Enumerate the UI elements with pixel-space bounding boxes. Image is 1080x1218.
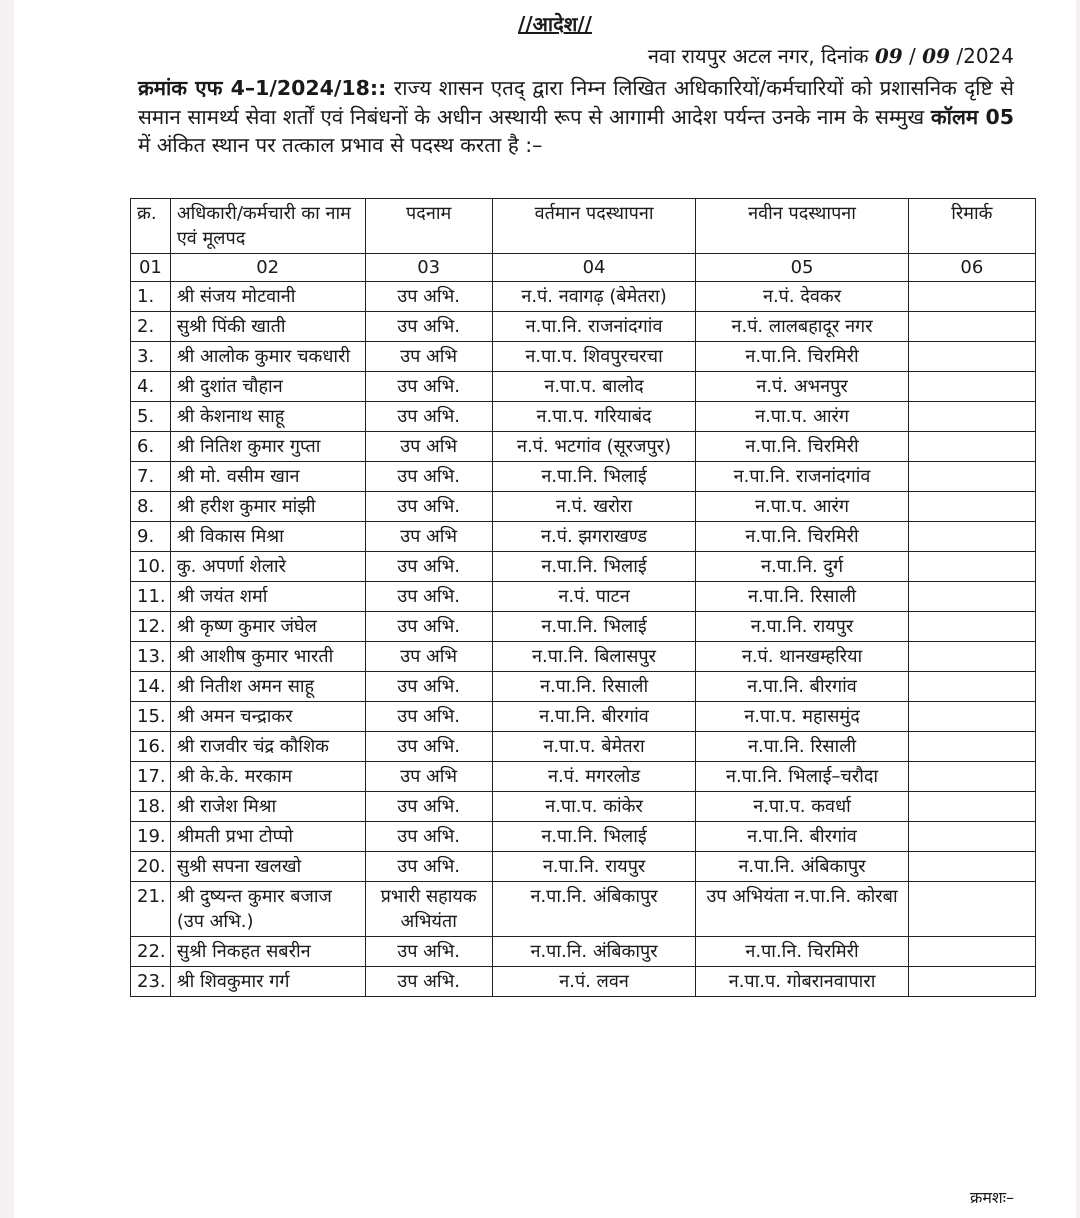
row-new-posting: न.पा.प. आरंग	[696, 402, 908, 432]
column-reference: कॉलम 05	[930, 104, 1014, 129]
row-new-posting: न.पा.प. गोबरानवापारा	[696, 967, 908, 997]
header-new-posting: नवीन पदस्थापना	[696, 199, 908, 254]
row-name: श्री नितिश कुमार गुप्ता	[170, 432, 365, 462]
row-new-posting: न.पा.नि. रायपुर	[696, 612, 908, 642]
row-new-posting: न.पा.नि. चिरमिरी	[696, 937, 908, 967]
row-name: श्री मो. वसीम खान	[170, 462, 365, 492]
row-name: श्री शिवकुमार गर्ग	[170, 967, 365, 997]
row-current-posting: न.पा.नि. भिलाई	[492, 552, 696, 582]
row-new-posting: न.पं. देवकर	[696, 282, 908, 312]
row-remark	[908, 552, 1035, 582]
table-row	[131, 762, 1036, 792]
row-remark	[908, 882, 1035, 937]
order-body-1: राज्य शासन एतद् द्वारा निम्न लिखित अधिकारियों/कर्मचारियों को प्रशासनिक दृष्टि से समान सामर्थ्य सेवा शर्तों एवं निबंधनों के अधीन अस्थायी रूप से आगामी आदेश पर्यन्त उनके नाम के सम्मुख	[138, 76, 1014, 129]
table-row	[131, 822, 1036, 852]
table-row	[131, 792, 1036, 822]
row-name: श्री नितीश अमन साहू	[170, 672, 365, 702]
row-remark	[908, 582, 1035, 612]
row-name: श्री जयंत शर्मा	[170, 582, 365, 612]
row-remark	[908, 312, 1035, 342]
row-new-posting: न.पा.प. कवर्धा	[696, 792, 908, 822]
posting-table	[130, 198, 1036, 997]
row-remark	[908, 967, 1035, 997]
row-current-posting: न.पं. लवन	[492, 967, 696, 997]
row-designation: उप अभि.	[365, 937, 492, 967]
row-designation: उप अभि.	[365, 792, 492, 822]
row-designation: उप अभि.	[365, 702, 492, 732]
row-current-posting: न.पा.प. शिवपुरचरचा	[492, 342, 696, 372]
row-current-posting: न.पा.नि. राजनांदगांव	[492, 312, 696, 342]
row-new-posting: न.पा.नि. चिरमिरी	[696, 522, 908, 552]
table-row	[131, 967, 1036, 997]
row-current-posting: न.पं. भटगांव (सूरजपुर)	[492, 432, 696, 462]
row-serial: 21.	[131, 882, 171, 937]
row-new-posting: न.पा.नि. भिलाई–चरौदा	[696, 762, 908, 792]
row-designation: उप अभि.	[365, 732, 492, 762]
row-name: श्री आलोक कुमार चकधारी	[170, 342, 365, 372]
table-row	[131, 492, 1036, 522]
row-serial: 8.	[131, 492, 171, 522]
row-remark	[908, 612, 1035, 642]
row-name: सुश्री निकहत सबरीन	[170, 937, 365, 967]
row-remark	[908, 492, 1035, 522]
row-new-posting: न.पा.नि. रिसाली	[696, 732, 908, 762]
table-body	[131, 282, 1036, 997]
row-name: श्री दुष्यन्त कुमार बजाज (उप अभि.)	[170, 882, 365, 937]
row-serial: 1.	[131, 282, 171, 312]
row-current-posting: न.पा.नि. भिलाई	[492, 462, 696, 492]
row-designation: उप अभि.	[365, 462, 492, 492]
row-remark	[908, 402, 1035, 432]
table-row	[131, 642, 1036, 672]
table-row	[131, 522, 1036, 552]
row-serial: 12.	[131, 612, 171, 642]
row-current-posting: न.पा.नि. रायपुर	[492, 852, 696, 882]
row-name: कु. अपर्णा शेलारे	[170, 552, 365, 582]
row-name: श्री कृष्ण कुमार जंघेल	[170, 612, 365, 642]
row-remark	[908, 732, 1035, 762]
row-name: श्री राजेश मिश्रा	[170, 792, 365, 822]
row-remark	[908, 372, 1035, 402]
row-current-posting: न.पा.नि. अंबिकापुर	[492, 882, 696, 937]
row-new-posting: न.पा.नि. रिसाली	[696, 582, 908, 612]
row-current-posting: न.पं. नवागढ़ (बेमेतरा)	[492, 282, 696, 312]
column-number: 05	[696, 254, 908, 282]
row-designation: उप अभि.	[365, 402, 492, 432]
row-name: श्री राजवीर चंद्र कौशिक	[170, 732, 365, 762]
row-new-posting: न.पा.नि. चिरमिरी	[696, 342, 908, 372]
row-new-posting: न.पं. अभनपुर	[696, 372, 908, 402]
row-current-posting: न.पं. खरोरा	[492, 492, 696, 522]
header-remark: रिमार्क	[908, 199, 1035, 254]
row-current-posting: न.पा.नि. बिलासपुर	[492, 642, 696, 672]
row-name: सुश्री पिंकी खाती	[170, 312, 365, 342]
row-designation: उप अभि.	[365, 852, 492, 882]
date-year: 2024	[963, 44, 1014, 68]
row-serial: 14.	[131, 672, 171, 702]
column-number: 03	[365, 254, 492, 282]
row-name: श्री दुशांत चौहान	[170, 372, 365, 402]
table-row	[131, 342, 1036, 372]
row-serial: 19.	[131, 822, 171, 852]
table-header-row	[131, 199, 1036, 254]
row-current-posting: न.पा.नि. भिलाई	[492, 822, 696, 852]
row-remark	[908, 282, 1035, 312]
row-designation: उप अभि.	[365, 582, 492, 612]
row-remark	[908, 937, 1035, 967]
column-number: 02	[170, 254, 365, 282]
row-current-posting: न.पा.नि. भिलाई	[492, 612, 696, 642]
row-remark	[908, 432, 1035, 462]
row-serial: 5.	[131, 402, 171, 432]
row-designation: उप अभि	[365, 762, 492, 792]
row-designation: उप अभि	[365, 642, 492, 672]
row-new-posting: न.पं. थानखम्हरिया	[696, 642, 908, 672]
row-designation: उप अभि.	[365, 612, 492, 642]
row-current-posting: न.पा.नि. बीरगांव	[492, 702, 696, 732]
row-name: श्री अमन चन्द्राकर	[170, 702, 365, 732]
table-row	[131, 432, 1036, 462]
row-designation: उप अभि.	[365, 822, 492, 852]
row-new-posting: न.पा.नि. राजनांदगांव	[696, 462, 908, 492]
table-row	[131, 282, 1036, 312]
row-serial: 17.	[131, 762, 171, 792]
table-row	[131, 732, 1036, 762]
order-paragraph	[138, 74, 1014, 160]
row-designation: उप अभि.	[365, 552, 492, 582]
row-name: श्री केशनाथ साहू	[170, 402, 365, 432]
row-new-posting: न.पा.नि. बीरगांव	[696, 822, 908, 852]
row-serial: 9.	[131, 522, 171, 552]
table-row	[131, 462, 1036, 492]
row-serial: 13.	[131, 642, 171, 672]
row-serial: 15.	[131, 702, 171, 732]
table-row	[131, 852, 1036, 882]
row-serial: 20.	[131, 852, 171, 882]
row-remark	[908, 852, 1035, 882]
row-new-posting: न.पा.नि. चिरमिरी	[696, 432, 908, 462]
row-designation: उप अभि.	[365, 672, 492, 702]
row-designation: उप अभि.	[365, 282, 492, 312]
table-row	[131, 702, 1036, 732]
row-serial: 7.	[131, 462, 171, 492]
row-name: श्री के.के. मरकाम	[170, 762, 365, 792]
row-designation: उप अभि	[365, 522, 492, 552]
table-row	[131, 372, 1036, 402]
dateline-place: नवा रायपुर अटल नगर, दिनांक	[647, 44, 869, 68]
row-remark	[908, 762, 1035, 792]
row-remark	[908, 642, 1035, 672]
row-current-posting: न.पा.नि. रिसाली	[492, 672, 696, 702]
row-designation: उप अभि.	[365, 312, 492, 342]
table-row	[131, 937, 1036, 967]
row-designation: उप अभि.	[365, 492, 492, 522]
row-remark	[908, 702, 1035, 732]
header-current-posting: वर्तमान पदस्थापना	[492, 199, 696, 254]
row-designation: उप अभि.	[365, 372, 492, 402]
row-serial: 23.	[131, 967, 171, 997]
row-name: श्री हरीश कुमार मांझी	[170, 492, 365, 522]
row-serial: 10.	[131, 552, 171, 582]
table-row	[131, 612, 1036, 642]
row-remark	[908, 462, 1035, 492]
row-name: सुश्री सपना खलखो	[170, 852, 365, 882]
row-current-posting: न.पं. पाटन	[492, 582, 696, 612]
row-remark	[908, 342, 1035, 372]
row-new-posting: न.पा.प. महासमुंद	[696, 702, 908, 732]
table-row	[131, 552, 1036, 582]
header-name: अधिकारी/कर्मचारी का नाम एवं मूलपद	[170, 199, 365, 254]
order-heading: //आदेश//	[518, 12, 592, 36]
date-day: 09	[874, 44, 903, 68]
row-serial: 3.	[131, 342, 171, 372]
row-name: श्री विकास मिश्रा	[170, 522, 365, 552]
row-designation: उप अभि.	[365, 967, 492, 997]
continued-marker: क्रमशः–	[970, 1188, 1014, 1207]
row-new-posting: न.पं. लालबहादूर नगर	[696, 312, 908, 342]
column-number: 01	[131, 254, 171, 282]
row-remark	[908, 672, 1035, 702]
row-name: श्री संजय मोटवानी	[170, 282, 365, 312]
column-number: 04	[492, 254, 696, 282]
row-name: श्री आशीष कुमार भारती	[170, 642, 365, 672]
table-row	[131, 402, 1036, 432]
row-current-posting: न.पा.नि. अंबिकापुर	[492, 937, 696, 967]
column-number: 06	[908, 254, 1035, 282]
row-designation: उप अभि	[365, 342, 492, 372]
row-new-posting: न.पा.प. आरंग	[696, 492, 908, 522]
row-current-posting: न.पा.प. कांकेर	[492, 792, 696, 822]
dateline: नवा रायपुर अटल नगर, दिनांक 09 / 09 /2024	[647, 44, 1014, 68]
row-current-posting: न.पा.प. बालोद	[492, 372, 696, 402]
table-row	[131, 312, 1036, 342]
row-new-posting: न.पा.नि. बीरगांव	[696, 672, 908, 702]
row-name: श्रीमती प्रभा टोप्पो	[170, 822, 365, 852]
row-serial: 6.	[131, 432, 171, 462]
row-serial: 22.	[131, 937, 171, 967]
row-designation: प्रभारी सहायक अभियंता	[365, 882, 492, 937]
header-sn: क्र.	[131, 199, 171, 254]
row-serial: 11.	[131, 582, 171, 612]
header-designation: पदनाम	[365, 199, 492, 254]
row-new-posting: न.पा.नि. दुर्ग	[696, 552, 908, 582]
row-serial: 18.	[131, 792, 171, 822]
column-number-row	[131, 254, 1036, 282]
row-current-posting: न.पं. झगराखण्ड	[492, 522, 696, 552]
row-new-posting: न.पा.नि. अंबिकापुर	[696, 852, 908, 882]
order-body-2: में अंकित स्थान पर तत्काल प्रभाव से पदस्थ करता है :–	[138, 133, 543, 157]
row-serial: 2.	[131, 312, 171, 342]
table-row	[131, 882, 1036, 937]
row-remark	[908, 792, 1035, 822]
document-page	[14, 0, 1076, 1218]
row-serial: 4.	[131, 372, 171, 402]
table-row	[131, 672, 1036, 702]
date-month: 09	[922, 44, 950, 68]
row-remark	[908, 522, 1035, 552]
table-row	[131, 582, 1036, 612]
order-number: क्रमांक एफ 4–1/2024/18::	[138, 76, 387, 100]
row-current-posting: न.पं. मगरलोड	[492, 762, 696, 792]
row-new-posting: उप अभियंता न.पा.नि. कोरबा	[696, 882, 908, 937]
row-designation: उप अभि	[365, 432, 492, 462]
row-current-posting: न.पा.प. बेमेतरा	[492, 732, 696, 762]
row-serial: 16.	[131, 732, 171, 762]
row-remark	[908, 822, 1035, 852]
row-current-posting: न.पा.प. गरियाबंद	[492, 402, 696, 432]
